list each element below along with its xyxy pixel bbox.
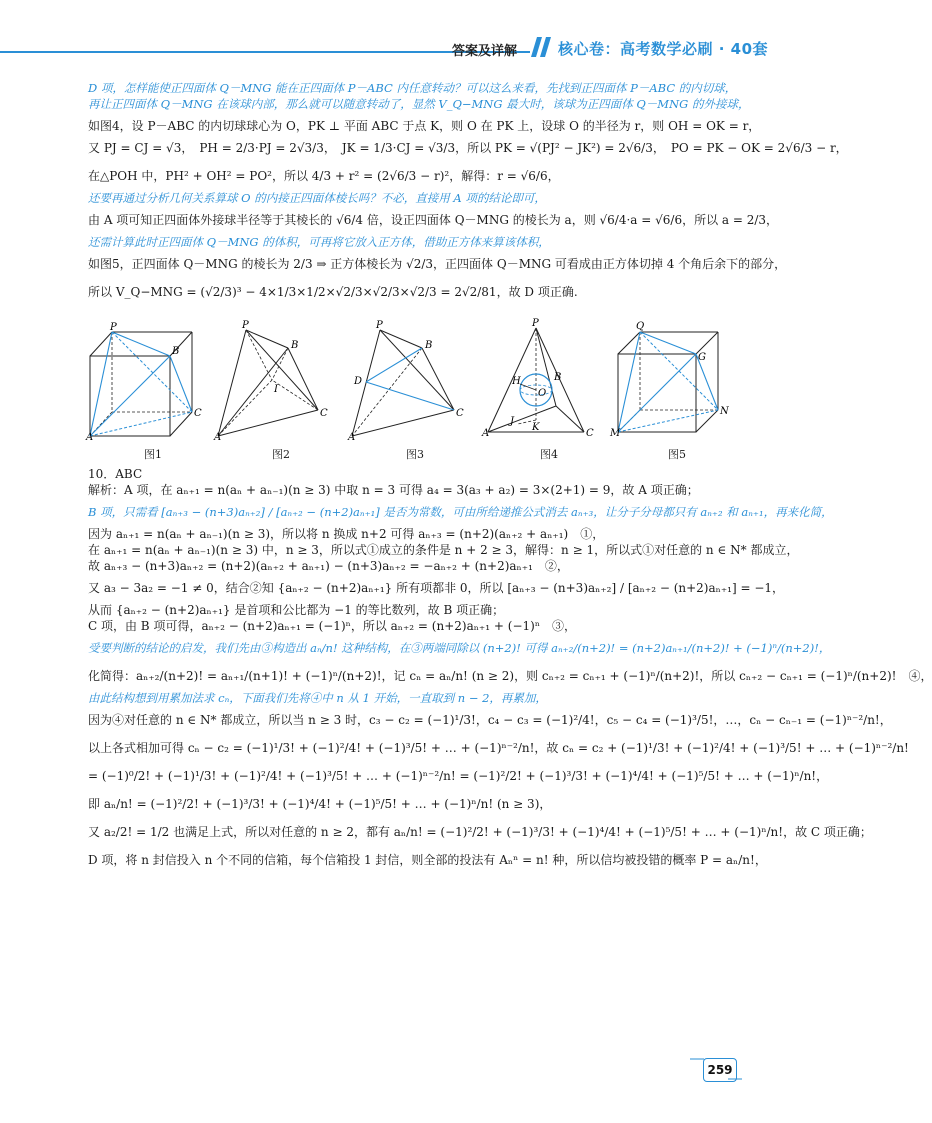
- formula-line: 所以 V_Q−MNG = (√2/3)³ − 4×1/3×1/2×√2/3×√2/3×√2/3 = 2√2/81，故 D 项正确.: [88, 285, 578, 299]
- point-label: A: [214, 432, 222, 443]
- text-line: 因为 aₙ₊₁ = n(aₙ + aₙ₋₁)(n ≥ 3)，所以将 n 换成 n+2 可得 aₙ₊₃ = (n+2)(aₙ₊₂ + aₙ₊₁) ①，: [88, 527, 605, 541]
- formula-line: D 项，将 n 封信投入 n 个不同的信箱，每个信箱投 1 封信，则全部的投法有 Aₙⁿ = n! 种，所以信均被投错的概率 P = aₙ/n!，: [88, 853, 767, 867]
- text-line: 由此结构想到用累加法求 cₙ，下面我们先将④中 n 从 1 开始，一直取到 n − 2，再累加，: [88, 691, 547, 705]
- cube-diagram: [612, 320, 742, 440]
- formula-line: 又 a₂/2! = 1/2 也满足上式，所以对任意的 n ≥ 2，都有 aₙ/n! = (−1)²/2! + (−1)³/3! + (−1)⁴/4! + (−1)⁵/5! + … + (−1)ⁿ/n!，故 C 项正确；: [88, 825, 872, 839]
- header-series: 核心卷：高考数学必刷 · 40套: [558, 40, 769, 58]
- tetrahedron-diagram: [214, 320, 346, 443]
- point-label: A: [86, 432, 94, 443]
- point-label: B: [172, 346, 180, 357]
- text-line: D 项，怎样能使正四面体 Q－MNG 能在正四面体 P－ABC 内任意转动？可以这么来看，先找到正四面体 P－ABC 的内切球，: [88, 81, 737, 95]
- page-number: 259: [703, 1058, 737, 1082]
- point-label: K: [532, 422, 540, 433]
- point-label: C: [456, 408, 464, 419]
- formula-line: 因为④对任意的 n ∈ N* 都成立，所以当 n ≥ 3 时，c₃ − c₂ = (−1)¹/3!，c₄ − c₃ = (−1)²/4!，c₅ − c₄ = (−1)³/5!，…，cₙ − cₙ₋₁ = (−1)ⁿ⁻²/n!，: [88, 713, 892, 727]
- point-label: M: [610, 428, 621, 439]
- formula-line: B 项，只需看 [aₙ₊₃ − (n+3)aₙ₊₂] / [aₙ₊₂ − (n+2)aₙ₊₁] 是否为常数，可由所给递推公式消去 aₙ₊₃，让分子分母都只有 aₙ₊₂ 和 aₙ₊₁，再来化简，: [88, 505, 833, 519]
- insphere-diagram: [484, 320, 614, 440]
- text-line: 再让正四面体 Q－MNG 在该球内部，那么就可以随意转动了，显然 V_Q−MNG 最大时，该球为正四面体 Q－MNG 的外接球，: [88, 97, 750, 111]
- text-line: 从而 {aₙ₊₂ − (n+2)aₙ₊₁} 是首项和公比都为 −1 的等比数列，故 B 项正确；: [88, 603, 505, 617]
- page-content: [86, 80, 932, 874]
- point-label: D: [354, 376, 363, 387]
- figure-caption: 图4: [540, 448, 558, 461]
- header-rule: [0, 51, 530, 53]
- formula-line: 又 a₃ − 3a₂ = −1 ≠ 0，结合②知 {aₙ₊₂ − (n+2)aₙ₊₁} 所有项都非 0，所以 [aₙ₊₃ − (n+3)aₙ₊₂] / [aₙ₊₂ − (n+2)aₙ₊₁] = −1，: [88, 581, 785, 595]
- point-label: P: [376, 320, 383, 331]
- text-line: 故 aₙ₊₃ − (n+3)aₙ₊₂ = (n+2)(aₙ₊₂ + aₙ₊₁) − (n+3)aₙ₊₂ = −aₙ₊₂ + (n+2)aₙ₊₁ ②，: [88, 559, 569, 573]
- point-label: J: [510, 416, 515, 427]
- point-label: A: [348, 432, 356, 443]
- figure-4: [484, 320, 614, 460]
- formula-line: 如图5，正四面体 Q－MNG 的棱长为 2/3 ⇒ 正方体棱长为 √2/3，正四面体 Q－MNG 可看成由正方体切掉 4 个角后余下的部分，: [88, 257, 787, 271]
- point-label: N: [720, 406, 729, 417]
- point-label: H: [512, 376, 521, 387]
- point-label: B: [291, 340, 299, 351]
- point-label: G: [698, 352, 706, 363]
- point-label: Q: [636, 321, 645, 332]
- figure-2: [216, 320, 346, 460]
- point-label: C: [586, 428, 594, 439]
- point-label: O: [538, 388, 547, 399]
- text-line: 还需计算此时正四面体 Q－MNG 的体积，可再将它放入正方体，借助正方体来算该体积，: [88, 235, 550, 249]
- formula-line: 又 PJ = CJ = √3， PH = 2/3·PJ = 2√3/3， JK = 1/3·CJ = √3/3，所以 PK = √(PJ² − JK²) = 2√6/3， PO = PK − OK = 2√6/3 − r，: [88, 141, 848, 155]
- figure-caption: 图1: [144, 448, 162, 461]
- text-line: C 项，由 B 项可得，aₙ₊₂ − (n+2)aₙ₊₁ = (−1)ⁿ，所以 aₙ₊₂ = (n+2)aₙ₊₁ + (−1)ⁿ ③，: [88, 619, 577, 633]
- figure-caption: 图5: [668, 448, 686, 461]
- question-number: 10．ABC: [88, 467, 143, 481]
- formula-line: 受要判断的结论的启发，我们先由③构造出 aₙ/n! 这种结构，在③两端同除以 (n+2)! 可得 aₙ₊₂/(n+2)! = (n+2)aₙ₊₁/(n+2)! + (−1)ⁿ/(n+2)!，: [88, 641, 831, 655]
- point-label: P: [110, 322, 117, 333]
- header-section: 答案及详解: [452, 44, 518, 59]
- figure-5: [612, 320, 742, 460]
- point-label: C: [320, 408, 328, 419]
- figure-1: [88, 320, 218, 460]
- formula-line: 即 aₙ/n! = (−1)²/2! + (−1)³/3! + (−1)⁴/4! + (−1)⁵/5! + … + (−1)ⁿ/n! (n ≥ 3)，: [88, 797, 552, 811]
- point-label: A: [482, 428, 490, 439]
- text-line: 在 aₙ₊₁ = n(aₙ + aₙ₋₁)(n ≥ 3) 中，n ≥ 3，所以式①成立的条件是 n + 2 ≥ 3，解得：n ≥ 1，所以式①对任意的 n ∈ N* 都成立，: [88, 543, 799, 557]
- point-label: B: [554, 372, 562, 383]
- cube-diagram: [86, 320, 218, 443]
- point-label: P: [532, 318, 539, 329]
- formula-line: 在△POH 中，PH² + OH² = PO²，所以 4/3 + r² = (2√6/3 − r)²，解得：r = √6/6，: [88, 169, 560, 183]
- figure-caption: 图2: [272, 448, 290, 461]
- formula-line: = (−1)⁰/2! + (−1)¹/3! + (−1)²/4! + (−1)³/5! + … + (−1)ⁿ⁻²/n! = (−1)²/2! + (−1)³/3! + (−1)⁴/4! + (−1)⁵/5! + … + (−1)ⁿ/n!，: [88, 769, 829, 783]
- tetrahedron-diagram: [348, 320, 480, 443]
- point-label: B: [425, 340, 433, 351]
- header-slash-icon: [531, 37, 557, 57]
- formula-line: 以上各式相加可得 cₙ − c₂ = (−1)¹/3! + (−1)²/4! + (−1)³/5! + … + (−1)ⁿ⁻²/n!，故 cₙ = c₂ + (−1)¹/3! + (−1)²/4! + (−1)³/5! + … + (−1)ⁿ⁻²/n!: [88, 741, 909, 755]
- text-line: 如图4，设 P－ABC 的内切球球心为 O，PK ⊥ 平面 ABC 于点 K，则 O 在 PK 上，设球 O 的半径为 r，则 OH = OK = r，: [88, 119, 761, 133]
- point-label: P: [242, 320, 249, 331]
- figure-caption: 图3: [406, 448, 424, 461]
- point-label: C: [194, 408, 202, 419]
- figure-3: [350, 320, 480, 460]
- formula-line: 化简得：aₙ₊₂/(n+2)! = aₙ₊₁/(n+1)! + (−1)ⁿ/(n+2)!，记 cₙ = aₙ/n! (n ≥ 2)，则 cₙ₊₂ = cₙ₊₁ + (−1)ⁿ/(n+2)!，所以 cₙ₊₂ − cₙ₊₁ = (−1)ⁿ/(n+2)! ④，: [88, 669, 932, 683]
- point-label: I: [274, 384, 278, 395]
- formula-line: 由 A 项可知正四面体外接球半径等于其棱长的 √6/4 倍，设正四面体 Q－MNG 的棱长为 a，则 √6/4·a = √6/6，所以 a = 2/3，: [88, 213, 779, 227]
- figures-row: [88, 320, 738, 460]
- text-line: 解析：A 项，在 aₙ₊₁ = n(aₙ + aₙ₋₁)(n ≥ 3) 中取 n = 3 可得 a₄ = 3(a₃ + a₂) = 3×(2+1) = 9，故 A 项正确；: [88, 483, 699, 497]
- text-line: 还要再通过分析几何关系算球 O 的内接正四面体棱长吗？不必，直接用 A 项的结论即可，: [88, 191, 546, 205]
